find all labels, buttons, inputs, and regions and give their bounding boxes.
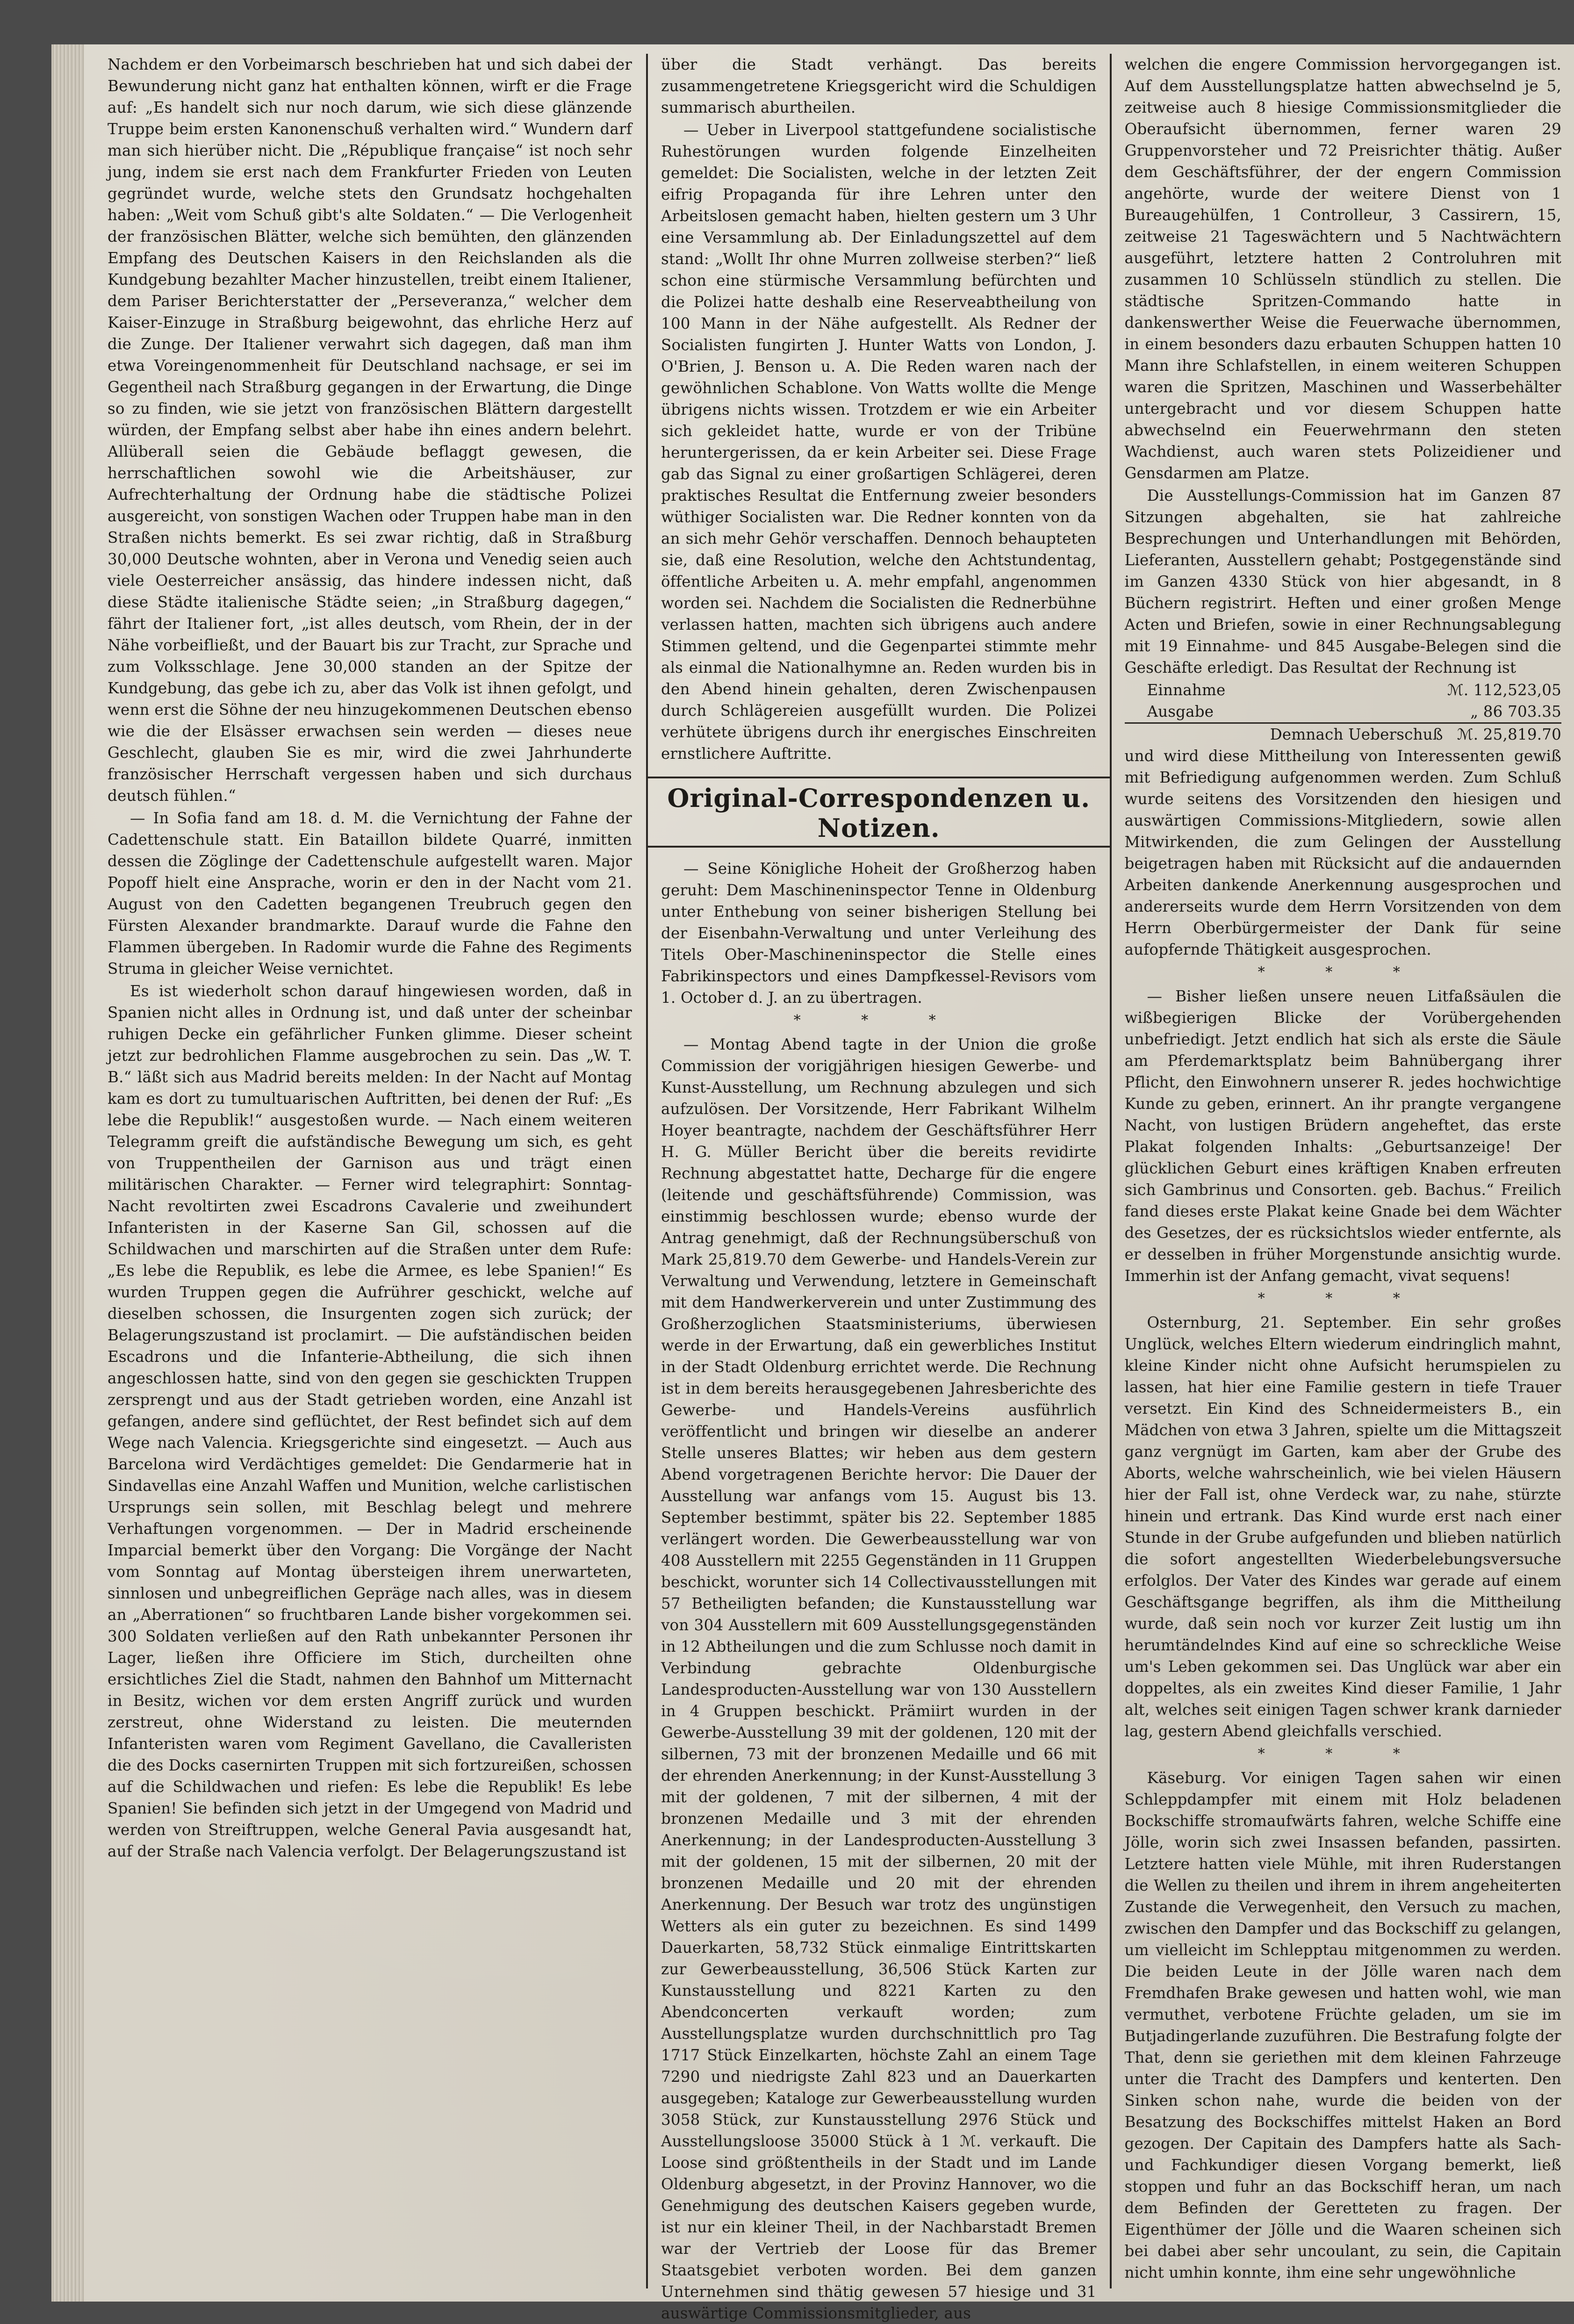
separator-stars: * * *	[793, 1012, 964, 1029]
column-layout	[108, 54, 1561, 2322]
account-row-surplus: Demnach Ueberschuß ℳ. 25,819.70	[1125, 722, 1562, 745]
article-liverpool: — Ueber in Liverpool stattgefundene socialistische Ruhestörungen wurden folgende Einzelheiten gemeldet: Die Socialisten, welche in der letzten Zeit eifrig Propaganda für ihre Lehren unter den Arbeitslosen gemacht haben, hielten gestern um 3 Uhr eine Versammlung ab. Der Einladungszettel auf dem stand: „Wollt Ihr ohne Murren zollweise sterben?“ ließ schon eine stürmische Versammlung befürchten und die Polizei hatte deshalb eine Reserveabtheilung von 100 Mann in der Nähe aufgestellt. Als Redner der Socialisten fungirten J. Hunter Watts von London, J. O'Brien, J. Benson u. A. Die Reden waren nach der gewöhnlichen Schablone. Von Watts wollte die Menge übrigens nichts wissen. Trotzdem er wie ein Arbeiter sich gekleidet hatte, wurde er von der Tribüne heruntergerissen, da er kein Arbeiter sei. Diese Frage gab das Signal zu einer großartigen Schlägerei, deren praktisches Resultat die Entfernung zweier besonders wüthiger Socialisten war. Die Redner konnten von da an sich mehr Gehör verschaffen. Dennoch behaupteten sie, daß eine Resolution, welche den Achtstundentag, öffentliche Arbeiten u. A. mehr empfahl, angenommen worden sei. Nachdem die Socialisten die Rednerbühne verlassen hatten, machten sich übrigens auch andere Stimmen geltend, und die Gegenpartei stimmte mehr als einmal die Nationalhymne an. Reden wurden bis in den Abend hinein gehalten, deren Zwischenpausen durch Schlägereien ausgefüllt wurden. Die Polizei verhütete übrigens durch ihr energisches Einschreiten ernstlichere Auftritte.	[661, 121, 1097, 763]
article-sofia: — In Sofia fand am 18. d. M. die Vernichtung der Fahne der Cadettenschule statt. Ein Bataillon bildete Quarré, inmitten dessen die Zöglinge der Cadettenschule aufgestellt waren. Major Popoff hielt eine Ansprache, worin er den in der Nacht vom 21. August von den Cadetten begangenen Treubruch gegen den Fürsten Alexander brandmarkte. Darauf wurde die Fahne den Flammen übergeben. In Radomir wurde die Fahne des Regiments Struma in gleicher Weise vernichtet.	[108, 809, 632, 978]
article-strassburg: Nachdem er den Vorbeimarsch beschrieben hat und sich dabei der Bewunderung nicht ganz hat enthalten können, wirft er die Frage auf: „Es handelt sich nur noch darum, wie sich diese glänzende Truppe beim ersten Kanonenschuß verhalten wird.“ Wundern darf man sich hierüber nicht. Die „République française“ ist noch sehr jung, indem sie erst nach dem Frankfurter Frieden von Leuten gegründet wurde, welche stets den Grundsatz hochgehalten haben: „Weit vom Schuß gibt's alte Soldaten.“ — Die Verlogenheit der französischen Blätter, welche sich bemühten, den glänzenden Empfang des Deutschen Kaisers in den Reichslanden als die Kundgebung bezahlter Macher hinzustellen, treibt einem Italiener, dem Pariser Berichterstatter der „Perseveranza,“ welcher dem Kaiser-Einzuge in Straßburg beigewohnt, das ehrliche Herz auf die Zunge. Der Italiener verwahrt sich dagegen, daß man ihm etwa Voreingenommenheit für Deutschland nachsage, er sei im Gegentheil nach Straßburg gegangen in der Erwartung, die Dinge so zu finden, wie sie jetzt von französischen Blättern dargestellt würden, der Empfang selbst aber habe ihn eines andern belehrt. Allüberall seien die Gebäude beflaggt gewesen, die herrschaftlichen sowohl wie die Arbeitshäuser, zur Aufrechterhaltung der Ordnung habe die städtische Polizei ausgereicht, von sonstigen Wachen oder Truppen habe man in den Straßen nichts bemerkt. Es sei zwar richtig, daß in Straßburg 30,000 Deutsche wohnten, aber in Verona und Venedig seien auch viele Oesterreicher ansässig, das hindere indessen nicht, daß diese Städte italienische Städte seien; „in Straßburg dagegen,“ fährt der Italiener fort, „ist alles deutsch, vom Rhein, der in der Nähe vorbeifließt, und der Bauart bis zur Tracht, zur Sprache und zum Volksschlage. Jene 30,000 standen an der Spitze der Kundgebung, das gebe ich zu, aber das Volk ist ihnen gefolgt, und wenn erst die Söhne der neu hinzugekommenen Deutschen ebenso wie die der Elsässer erwachsen sein werden — dieses neue Geschlecht, glauben Sie es mir, wird die zwei Jahrhunderte französischer Herrschaft vergessen haben und sich durchaus deutsch fühlen.“	[108, 56, 632, 805]
account-table	[1125, 679, 1562, 745]
article-spanien: Es ist wiederholt schon darauf hingewiesen worden, daß in Spanien nicht alles in Ordnung ist, und daß unter der scheinbar ruhigen Decke ein gefährlicher Funken glimme. Dieser scheint jetzt zur bedrohlichen Flamme ausgebrochen zu sein. Das „W. T. B.“ läßt sich aus Madrid bereits melden: In der Nacht auf Montag kam es dort zu tumultuarischen Auftritten, bei denen der Ruf: „Es lebe die Republik!“ ausgestoßen wurde. — Nach einem weiteren Telegramm greift die aufständische Bewegung um sich, es geht von Truppentheilen der Garnison aus und trägt einen militärischen Charakter. — Ferner wird telegraphirt: Sonntag-Nacht revoltirten zwei Escadrons Cavalerie und zweihundert Infanteristen in der Kaserne San Gil, schossen auf die Schildwachen und marschirten auf die Straßen unter dem Rufe: „Es lebe die Republik, es lebe die Armee, es lebe Spanien!“ Es wurden Truppen gegen die Aufrührer geschickt, welche auf dieselben schossen, die Insurgenten zogen sich zurück; der Belagerungszustand ist proclamirt. — Die aufständischen beiden Escadrons und die Infanterie-Abtheilung, die sich ihnen angeschlossen hatte, sind von den gegen sie geschickten Truppen zersprengt und aus der Stadt getrieben worden, eine Anzahl ist gefangen, andere sind geflüchtet, der Rest befindet sich auf dem Wege nach Valencia. Kriegsgerichte sind eingesetzt. — Auch aus Barcelona wird Verdächtiges gemeldet: Die Gendarmerie hat in Sindavellas eine Anzahl Waffen und Munition, welche carlistischen Ursprungs sein sollen, mit Beschlag belegt und mehrere Verhaftungen vorgenommen. — Der in Madrid erscheinende Imparcial bemerkt über den Vorgang: Die Vorgänge der Nacht vom Sonntag auf Montag übersteigen ihrem unerwarteten, sinnlosen und unbegreiflichen Gepräge nach alles, was in diesem an „Aberrationen“ so fruchtbaren Lande bisher vorgekommen sei. 300 Soldaten verließen auf den Rath unbekannter Personen ihr Lager, ließen ihre Officiere im Stich, durcheilten ohne ersichtliches Ziel die Stadt, nahmen den Bahnhof um Mitternacht in Besitz, wichen vor dem ersten Angriff zurück und wurden zerstreut, ohne Widerstand zu leisten. Die meuternden Infanteristen waren vom Regiment Gavellano, die Cavalleristen die des Docks casernirten Truppen mit sich fortzureißen, schossen auf die Schildwachen und riefen: Es lebe die Republik! Es lebe Spanien! Sie befinden sich jetzt in der Umgegend von Madrid und werden von Streiftruppen, welche General Pavia ausgesandt hat, auf der Straße nach Valencia verfolgt. Der Belagerungszustand ist	[108, 982, 632, 1860]
separator-stars: * * *	[1258, 1746, 1428, 1762]
article-commission-end: und wird diese Mittheilung von Interessenten gewiß mit Befriedigung aufgenommen werden. Zum Schluß wurde seitens des Vorsitzenden den hiesigen und auswärtigen Commissions-Mitgliedern, sowie allen Mitwirkenden, die zum Gelingen der Ausstellung beigetragen haben mit Rücksicht auf die andauernden Arbeiten dankende Anerkennung ausgesprochen und andererseits wurde dem Herrn Vorsitzenden von dem Herrn Oberbürgermeister der Dank für seine aufopfernde Thätigkeit ausgesprochen.	[1124, 747, 1561, 958]
notice-grossherzog: — Seine Königliche Hoheit der Großherzog haben geruht: Dem Maschineninspector Tenne in Oldenburg unter Enthebung von seiner bisherigen Stellung bei der Eisenbahn-Verwaltung und unter Verleihung des Titels Ober-Maschineninspector die Stelle eines Fabrikinspectors und eines Dampfkessel-Revisors vom 1. October d. J. an zu übertragen.	[661, 860, 1097, 1007]
column-left	[108, 54, 646, 2288]
separator-stars: * * *	[1258, 964, 1428, 980]
newspaper-page	[51, 44, 1574, 2322]
separator-stars: * * *	[1258, 1290, 1428, 1307]
article-ausstellung-cont: welchen die engere Commission hervorgegangen ist. Auf dem Ausstellungsplatze hatten abwechselnd je 5, zeitweise auch 8 hiesige Commissionsmitglieder die Oberaufsicht übernommen, ferner waren 29 Gruppenvorsteher und 72 Preisrichter thätig. Außer dem Geschäftsführer, der der engern Commission angehörte, wurde der weitere Dienst von 1 Bureaugehülfen, 1 Controlleur, 3 Cassirern, 15, zeitweise 21 Tageswächtern und 5 Nachtwächtern ausgeführt, letztere hatten 2 Controluhren mit zusammen 10 Schlüsseln stündlich zu stellen. Die städtische Spritzen-Commando hatte in dankenswerther Weise die Feuerwache übernommen, in einem besonders dazu erbauten Schuppen hatten 10 Mann ihre Schlafstellen, in einem weiteren Schuppen waren die Spritzen, Maschinen und Wasserbehälter untergebracht und vor diesem Schuppen hatte abwechselnd ein Feuerwehrmann den steten Wachdienst, auch waren stets Polizeidiener und Gensdarmen am Platze.	[1124, 56, 1561, 482]
account-row-expense: Ausgabe „ 86 703.35	[1147, 703, 1561, 720]
article-litfass: — Bisher ließen unsere neuen Litfaßsäulen die wißbegierigen Blicke der Vorübergehenden unbefriedigt. Jetzt endlich hat sich als erste die Säule am Pferdemarktsplatz beim Bahnübergang ihrer Pflicht, den Einwohnern unserer R. jedes hochwichtige Kunde zu geben, erinnert. An ihr prangte vergangene Nacht, von lustigen Brüdern angeheftet, das erste Plakat folgenden Inhalts: „Geburtsanzeige! Der glücklichen Geburt eines kräftigen Knaben erfreuten sich Gambrinus und Consorten. geb. Bachus.“ Freilich fand dieses erste Plakat keine Gnade bei dem Wächter des Gesetzes, der es rücksichtslos wieder entfernte, als er desselben in früher Morgenstunde ansichtig wurde. Immerhin ist der Anfang gemacht, vivat sequens!	[1124, 987, 1561, 1285]
column-right	[1112, 54, 1562, 2288]
article-spanien-cont: über die Stadt verhängt. Das bereits zusammengetretene Kriegsgericht wird die Schuldigen summarisch aburtheilen.	[661, 56, 1097, 116]
article-kaeseburg: Käseburg. Vor einigen Tagen sahen wir einen Schleppdampfer mit einem mit Holz beladenen Bockschiffe stromaufwärts fahren, welche Schiffe eine Jölle, worin sich zwei Insassen befanden, passirten. Letztere hatten viele Mühle, mit ihren Ruderstangen die Wellen zu theilen und ihrem in ihrem angeheiterten Zustande die Verwegenheit, den Versuch zu machen, zwischen den Dampfer und das Bockschiff zu gelangen, um vielleicht im Schlepptau mitgenommen zu werden. Die beiden Leute in der Jölle waren nach dem Fremdhafen Brake gewesen und hatten wohl, wie man vermuthet, verbotene Früchte geladen, um sie im Butjadingerlande zuzuführen. Die Bestrafung folgte der That, denn sie geriethen mit dem kleinen Fahrzeuge unter die Tracht des Dampfers und kenterten. Den Sinken schon nahe, wurde die beiden von der Besatzung des Bockschiffes mittelst Haken an Bord gezogen. Der Capitain des Dampfers hatte als Sach- und Fachkundiger diesen Vorgang bemerkt, ließ stoppen und fuhr an das Bockschiff heran, um nach dem Befinden der Geretteten zu fragen. Der Eigenthümer der Jölle und die Waaren scheinen sich bei dabei aber sehr uncoulant, zu sein, die Capitain nicht umhin konnte, ihm eine sehr ungewöhnliche	[1124, 1769, 1561, 2281]
account-row-income: Einnahme ℳ. 112,523,05	[1147, 681, 1561, 699]
column-middle	[648, 54, 1110, 2322]
page-stack-edge	[51, 44, 84, 2302]
article-osternburg: Osternburg, 21. September. Ein sehr großes Unglück, welches Eltern wiederum eindringlich mahnt, kleine Kinder nicht ohne Aufsicht herumspielen zu lassen, hat hier eine Familie gestern in tiefe Trauer versetzt. Ein Kind des Schneidermeisters B., ein Mädchen von etwa 3 Jahren, spielte um die Mittagszeit ganz vergnügt im Garten, kam aber der Grube des Aborts, welche wahrscheinlich, wie bei vielen Häusern hier der Fall ist, ohne Verdeck war, zu nahe, stürzte hinein und ertrank. Das Kind wurde erst nach einer Stunde in der Grube aufgefunden und blieben natürlich die sofort angestellten Wiederbelebungsversuche erfolglos. Der Vater des Kindes war gerade auf einem Geschäftsgange begriffen, als ihm die Mittheilung wurde, daß sein noch vor kurzer Zeit lustig um ihn herumtändelndes Kind auf eine so schreckliche Weise um's Leben gekommen sei. Das Unglück war aber ein doppeltes, als ein zweites Kind dieser Familie, 1 Jahr alt, welches seit einigen Tagen schwer krank darnieder lag, gestern Abend gleichfalls verschied.	[1124, 1314, 1561, 1740]
article-commission: Die Ausstellungs-Commission hat im Ganzen 87 Sitzungen abgehalten, sie hat zahlreiche Besprechungen und Unterhandlungen mit Behörden, Lieferanten, Ausstellern gehabt; Postgegenstände sind im Ganzen 4330 Stück von hier abgesandt, in 8 Büchern registrirt. Heften und einer großen Menge Acten und Briefen, sowie in einer Rechnungsablegung mit 19 Einnahme- und 845 Ausgabe-Belegen sind die Geschäfte erledigt. Das Resultat der Rechnung ist	[1124, 487, 1561, 676]
section-heading: Original-Correspondenzen u. Notizen.	[648, 777, 1110, 848]
article-ausstellung: — Montag Abend tagte in der Union die große Commission der vorigjährigen hiesigen Gewerbe- und Kunst-Ausstellung, um Rechnung abzulegen und sich aufzulösen. Der Vorsitzende, Herr Fabrikant Wilhelm Hoyer beantragte, nachdem der Geschäftsführer Herr H. G. Müller Bericht über die bereits revidirte Rechnung abgestattet hatte, Decharge für die engere (leitende und geschäftsführende) Commission, was einstimmig beschlossen wurde; ebenso wurde der Antrag genehmigt, daß der Rechnungsüberschuß von Mark 25,819.70 dem Gewerbe- und Handels-Verein zur Verwaltung und Verwendung, letztere in Gemeinschaft mit dem Handwerkerverein und unter Zustimmung des Großherzoglichen Staatsministeriums, überwiesen werde in der Erwartung, daß ein gewerbliches Institut in der Stadt Oldenburg errichtet werde. Die Rechnung ist in dem bereits herausgegebenen Jahresberichte des Gewerbe- und Handels-Vereins ausführlich veröffentlicht und bringen wir dieselbe an anderer Stelle unseres Blattes; wir heben aus dem gestern Abend vorgetragenen Berichte hervor: Die Dauer der Ausstellung war anfangs vom 15. August bis 13. September bestimmt, später bis 22. September 1885 verlängert worden. Die Gewerbeausstellung war von 408 Ausstellern mit 2255 Gegenständen in 11 Gruppen beschickt, worunter sich 14 Collectivausstellungen mit 57 Betheiligten befanden; die Kunstausstellung war von 304 Ausstellern mit 609 Ausstellungsgegenständen in 12 Abtheilungen und die zum Schlusse noch damit in Verbindung gebrachte Oldenburgische Landesproducten-Ausstellung war von 130 Ausstellern in 4 Gruppen beschickt. Prämiirt wurden in der Gewerbe-Ausstellung 39 mit der goldenen, 120 mit der silbernen, 73 mit der bronzenen Medaille und 66 mit der ehrenden Anerkennung; in der Kunst-Ausstellung 3 mit der goldenen, 7 mit der silbernen, 4 mit der bronzenen Medaille und 3 mit der ehrenden Anerkennung; in der Landesproducten-Ausstellung 3 mit der goldenen, 15 mit der silbernen, 20 mit der bronzenen Medaille und 20 mit der ehrenden Anerkennung. Der Besuch war trotz des ungünstigen Wetters als ein guter zu bezeichnen. Es sind 1499 Dauerkarten, 58,732 Stück einmalige Eintrittskarten zur Gewerbeausstellung, 36,506 Stück Karten zur Kunstausstellung und 8221 Karten zu den Abendconcerten verkauft worden; zum Ausstellungsplatze wurden durchschnittlich pro Tag 1717 Stück Einzelkarten, höchste Zahl an einem Tage 7290 und niedrigste Zahl 823 und an Dauerkarten ausgegeben; Kataloge zur Gewerbeausstellung wurden 3058 Stück, zur Kunstausstellung 2976 Stück und Ausstellungsloose 35000 Stück à 1 ℳ. verkauft. Die Loose sind größtentheils in der Stadt und im Lande Oldenburg abgesetzt, in der Provinz Hannover, wo die Genehmigung des deutschen Kaisers gegeben wurde, ist nur ein kleiner Theil, in der Nachbarstadt Bremen war der Vertrieb der Loose für das Bremer Staatsgebiet verboten worden. Bei dem ganzen Unternehmen sind thätig gewesen 57 hiesige und 31 auswärtige Commissionsmitglieder, aus	[661, 1036, 1097, 2322]
